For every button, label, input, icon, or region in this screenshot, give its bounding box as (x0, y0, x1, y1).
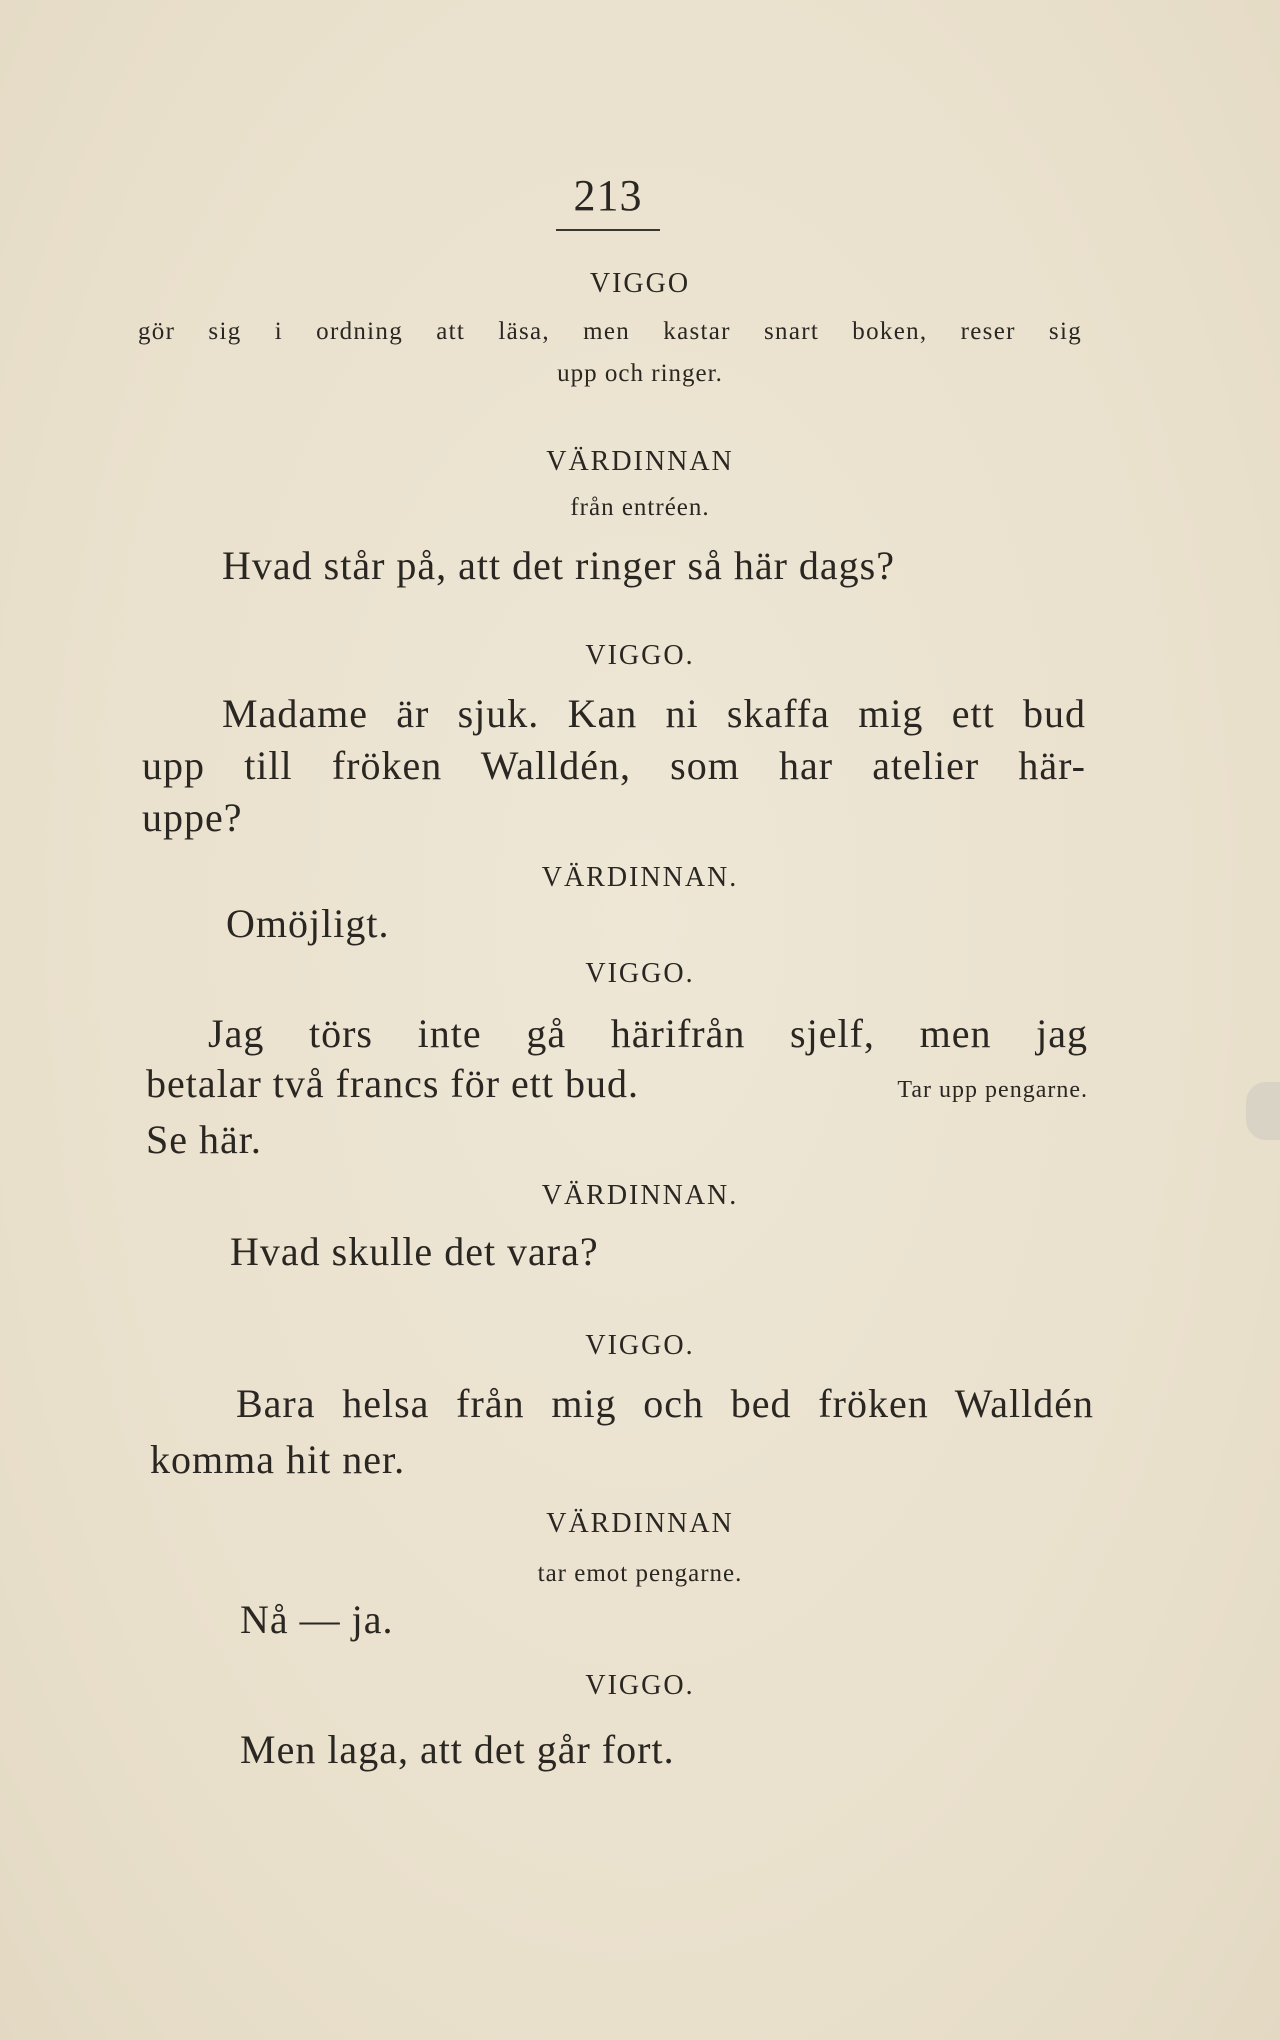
speaker-vardinnan: VÄRDINNAN. (541, 1180, 739, 1211)
stage-direction: upp och ringer. (557, 360, 723, 387)
dialogue-line-with-direction (146, 1060, 1088, 1107)
page-number-rule (556, 229, 660, 231)
dialogue-line: Bara helsa från mig och bed fröken Walldén (236, 1381, 1094, 1426)
dialogue-line: Se här. (146, 1117, 262, 1162)
dialogue-line: upp till fröken Walldén, som har atelier här- (142, 743, 1086, 788)
dialogue-line: Nå — ja. (240, 1597, 394, 1642)
dialogue-line: Hvad står på, att det ringer så här dags? (222, 543, 895, 588)
speaker-viggo: VIGGO. (585, 1330, 695, 1361)
speaker-viggo: VIGGO. (585, 1670, 695, 1701)
dialogue-line: Madame är sjuk. Kan ni skaffa mig ett bud (222, 691, 1086, 736)
dialogue-text: betalar två francs för ett bud. (146, 1061, 640, 1106)
dialogue-line: Jag törs inte gå härifrån sjelf, men jag (208, 1011, 1088, 1056)
dialogue-line: Hvad skulle det vara? (230, 1229, 599, 1274)
speaker-viggo: VIGGO. (585, 640, 695, 671)
page-number: 213 (573, 171, 643, 220)
dialogue-line: Omöjligt. (226, 901, 390, 946)
speaker-vardinnan: VÄRDINNAN (546, 446, 734, 477)
speaker-vardinnan: VÄRDINNAN. (541, 862, 739, 893)
stage-direction: från entréen. (570, 494, 710, 521)
stage-direction: tar emot pengarne. (537, 1560, 743, 1587)
dialogue-line: uppe? (142, 795, 243, 840)
speaker-viggo: VIGGO (589, 268, 691, 299)
dialogue-line: Men laga, att det går fort. (240, 1727, 675, 1772)
dialogue-line: komma hit ner. (150, 1437, 406, 1482)
speaker-viggo: VIGGO. (585, 958, 695, 989)
speaker-vardinnan: VÄRDINNAN (546, 1508, 734, 1539)
inline-stage-direction: Tar upp pengarne. (897, 1077, 1088, 1103)
page-edge-tab-mark (1246, 1082, 1280, 1140)
stage-direction: gör sig i ordning att läsa, men kastar snart boken, reser sig (138, 318, 1082, 345)
